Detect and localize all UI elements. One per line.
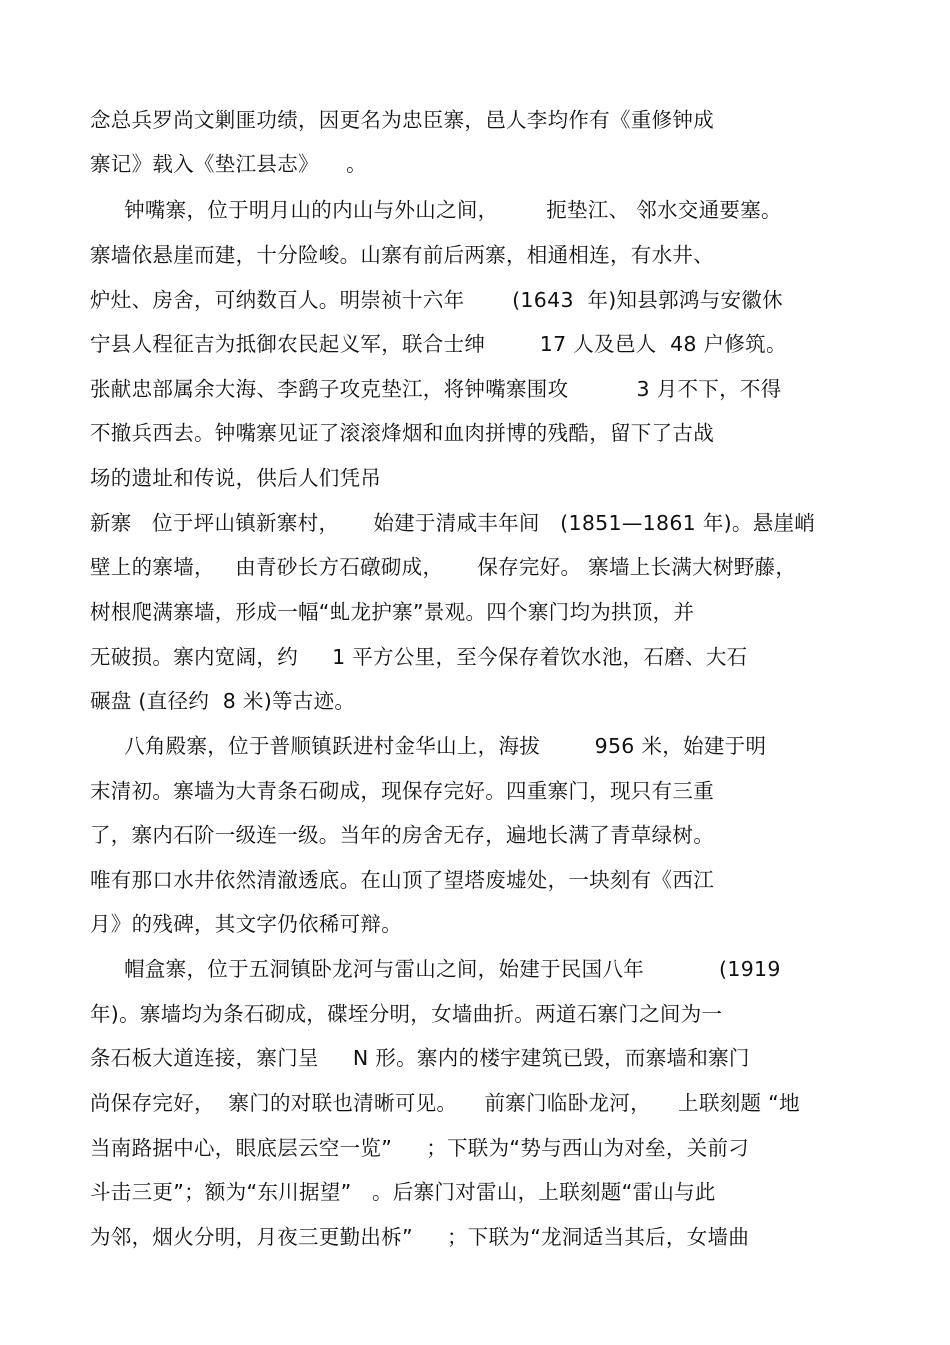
text-line: 不撤兵西去。钟嘴寨见证了滚滚烽烟和血肉拼博的残酷，留下了古战 <box>90 421 714 445</box>
text-line: 张献忠部属余大海、李鹞子攻克垫江，将钟嘴寨围攻 3 月不下，不得 <box>90 377 782 401</box>
text-line: 无破损。寨内宽阔，约 1 平方公里，至今保存着饮水池，石磨、大石 <box>90 645 748 669</box>
text-line: 尚保存完好， 寨门的对联也清晰可见。 前寨门临卧龙河， 上联刻题 “地 <box>90 1091 800 1115</box>
text-line: 寨墙依悬崖而建，十分险峻。山寨有前后两寨，相通相连，有水井、 <box>90 243 714 267</box>
text-line: 场的遗址和传说，供后人们凭吊 <box>90 466 382 490</box>
text-line: 炉灶、房舍，可纳数百人。明崇祯十六年 (1643 年)知县郭鸿与安徽休 <box>90 288 783 312</box>
text-line: 树根爬满寨墙，形成一幅“虬龙护寨”景观。四个寨门均为拱顶，并 <box>90 600 695 624</box>
text-line: 念总兵罗尚文剿匪功绩，因更名为忠臣寨，邑人李均作有《重修钟成 <box>90 108 714 132</box>
text-line: 当南路据中心，眼底层云空一览” ；下联为“势与西山为对垒，关前刁 <box>90 1136 750 1160</box>
text-line: 新寨 位于坪山镇新寨村， 始建于清咸丰年间 (1851—1861 年)。悬崖峭 <box>90 511 816 535</box>
text-line: 月》的残碑，其文字仍依稀可辩。 <box>90 912 402 936</box>
text-line: 宁县人程征吉为抵御农民起义军，联合士绅 17 人及邑人 48 户修筑。 <box>90 332 787 356</box>
text-line: 寨记》载入《垫江县志》 。 <box>90 152 367 176</box>
text-line: 年)。寨墙均为条石砌成，碟垤分明，女墙曲折。两道石寨门之间为一 <box>90 1002 723 1026</box>
text-line: 帽盒寨，位于五洞镇卧龙河与雷山之间，始建于民国八年 (1919 <box>90 957 781 981</box>
text-line: 斗击三更”；额为“东川据望” 。后寨门对雷山，上联刻题“雷山与此 <box>90 1180 716 1204</box>
text-line: 了，寨内石阶一级连一级。当年的房舍无存，遍地长满了青草绿树。 <box>90 823 714 847</box>
text-line: 条石板大道连接，寨门呈 N 形。寨内的楼宇建筑已毁，而寨墙和寨门 <box>90 1046 750 1070</box>
text-line: 碾盘 (直径约 8 米)等古迹。 <box>90 689 356 713</box>
text-line: 壁上的寨墙， 由青砂长方石礅砌成， 保存完好。 寨墙上长满大树野藤， <box>90 555 797 579</box>
text-line: 八角殿寨，位于普顺镇跃进村金华山上，海拔 956 米，始建于明 <box>90 734 767 758</box>
text-line: 为邻，烟火分明，月夜三更勤出柝” ；下联为“龙洞适当其后，女墙曲 <box>90 1225 750 1249</box>
text-line: 钟嘴寨，位于明月山的内山与外山之间， 扼垫江、 邻水交通要塞。 <box>90 198 782 222</box>
text-line: 唯有那口水井依然清澈透底。在山顶了望塔废墟处，一块刻有《西江 <box>90 868 714 892</box>
text-line: 末清初。寨墙为大青条石砌成，现保存完好。四重寨门，现只有三重 <box>90 779 714 803</box>
